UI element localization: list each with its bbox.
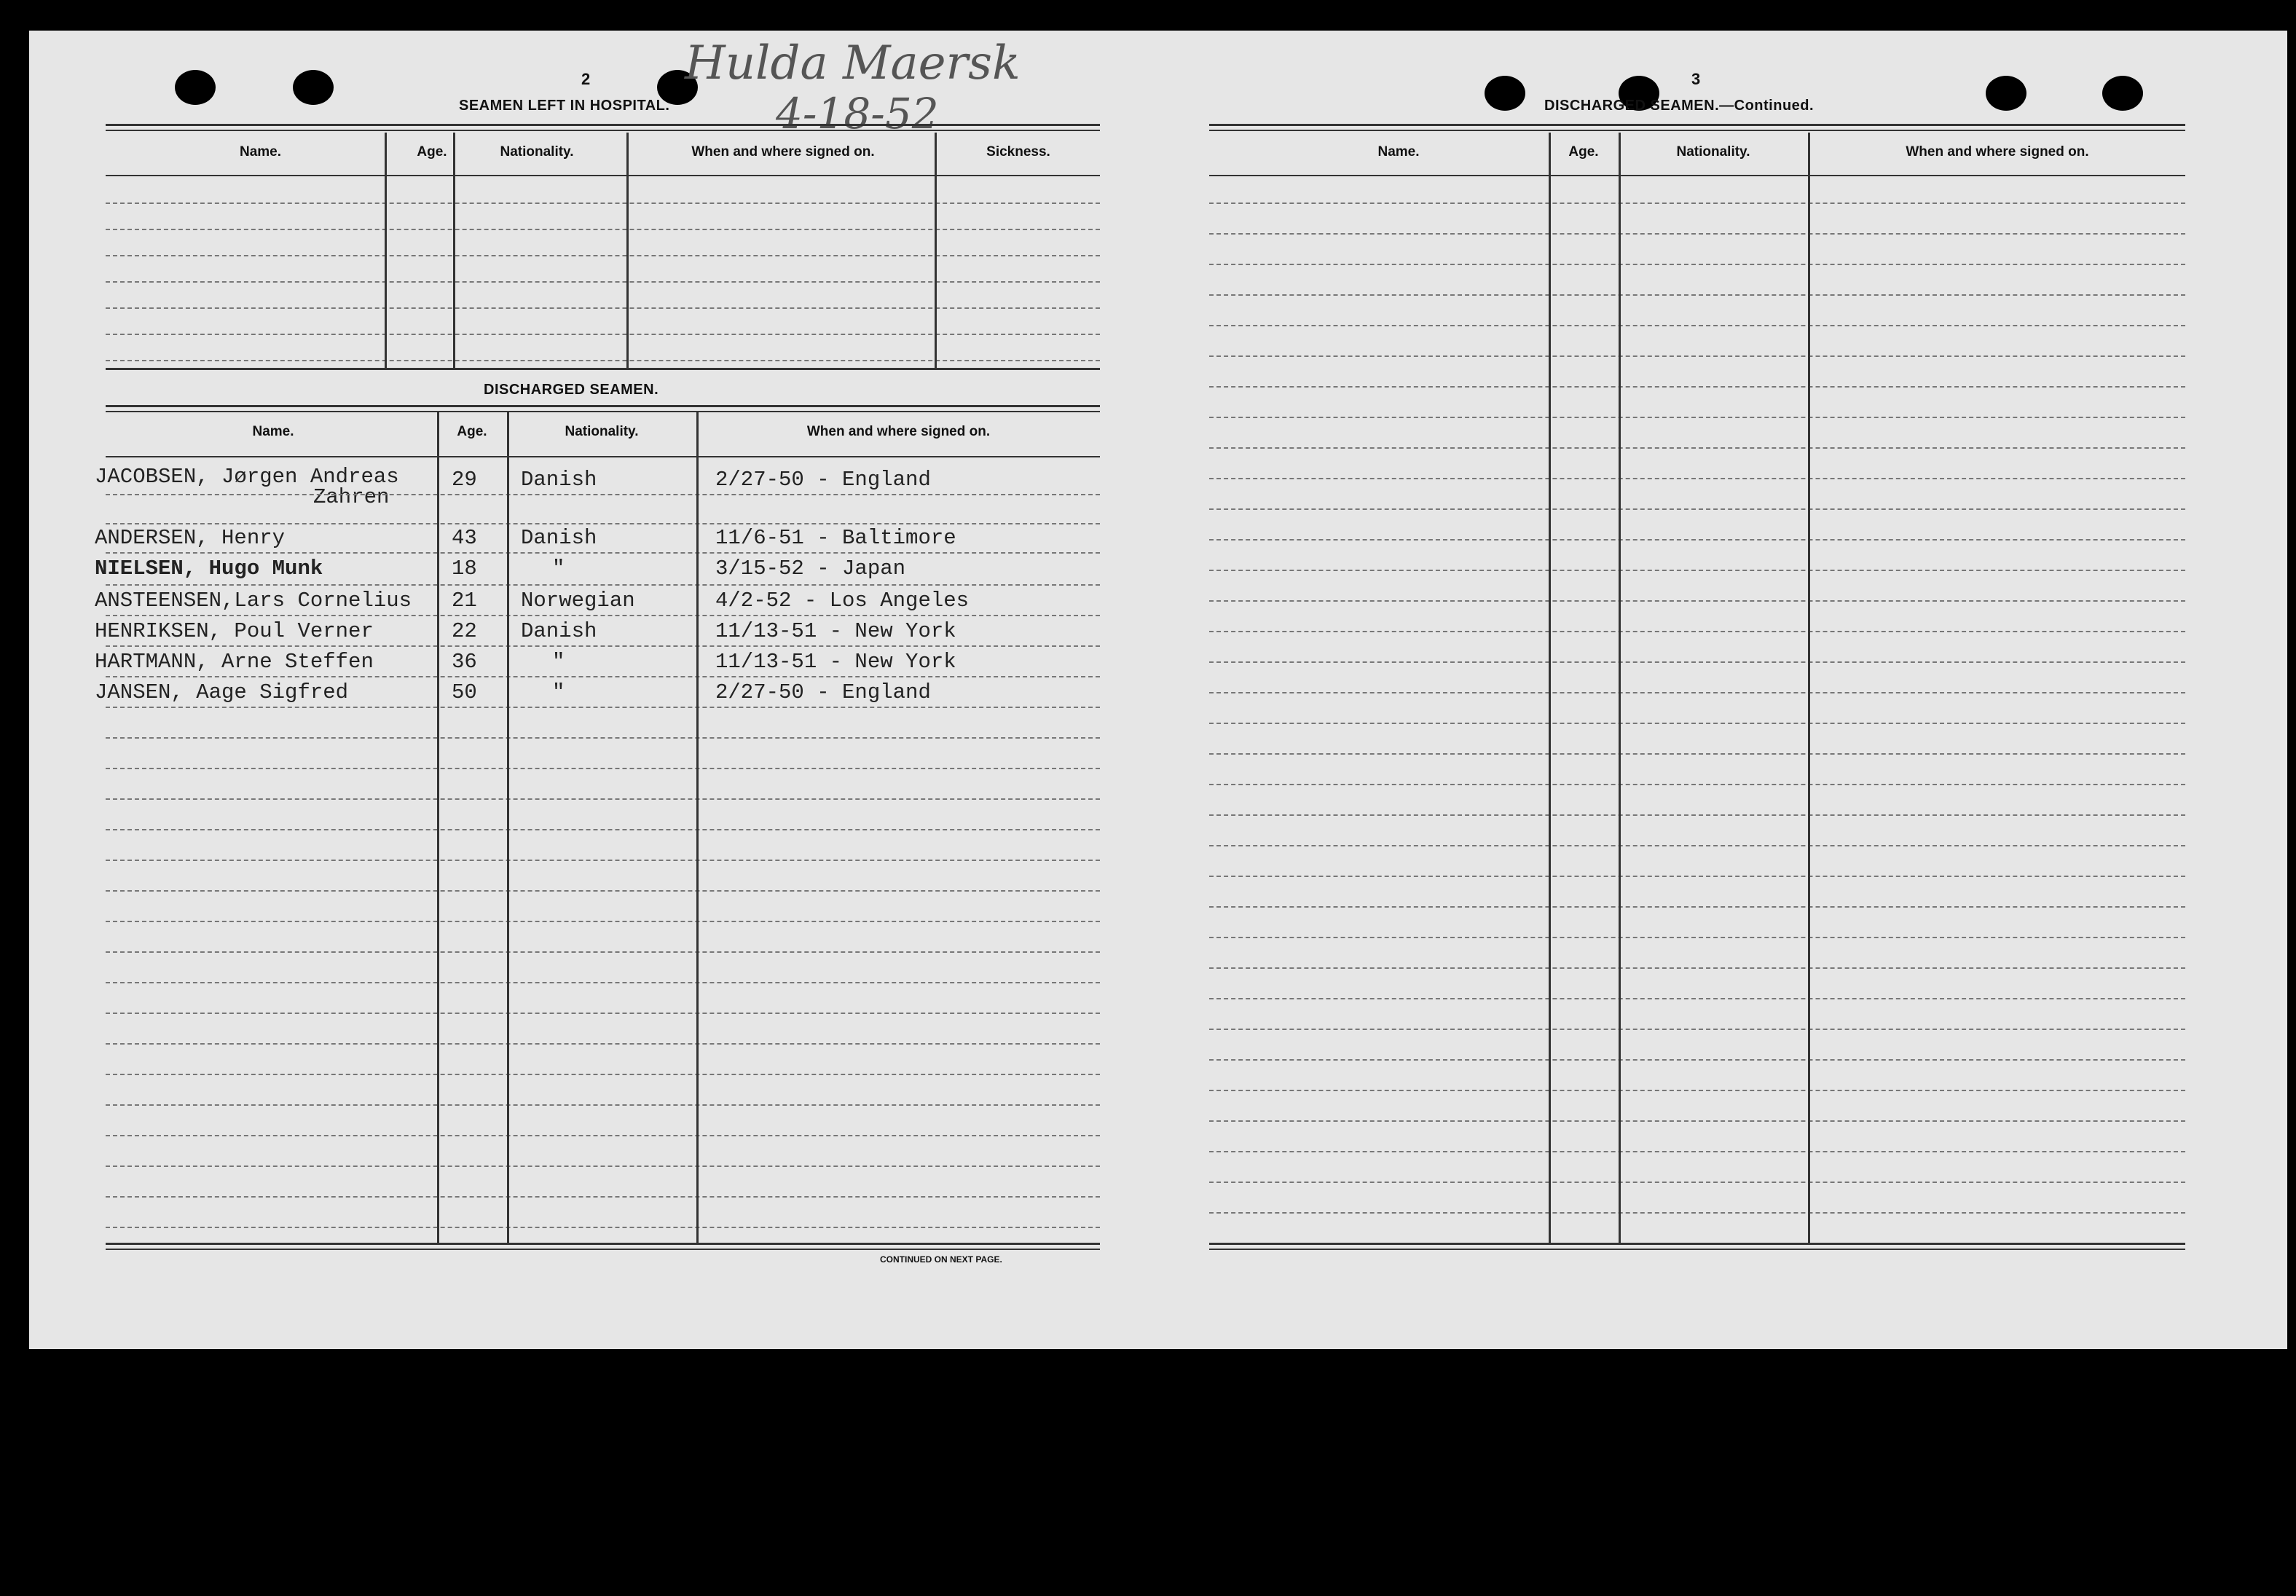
- ruled-line: [1209, 203, 2185, 204]
- ruled-line: [1209, 1212, 2185, 1214]
- signed-on: 3/15-52 - Japan: [715, 557, 906, 581]
- column-divider: [453, 133, 455, 368]
- ruled-line: [106, 494, 1100, 495]
- punch-hole: [175, 70, 216, 105]
- ruled-line: [1209, 600, 2185, 602]
- ruled-line: [106, 951, 1100, 953]
- ruled-line: [106, 1227, 1100, 1228]
- column-header-name: Name.: [239, 144, 282, 160]
- seaman-nationality: ": [552, 557, 565, 581]
- column-header-signed-on: When and where signed on.: [806, 424, 991, 439]
- rule: [1209, 175, 2185, 176]
- ruled-line: [106, 1043, 1100, 1045]
- ruled-line: [106, 1074, 1100, 1075]
- rule: [106, 411, 1100, 412]
- rule: [106, 124, 1100, 126]
- ruled-line: [1209, 1182, 2185, 1183]
- ruled-line: [106, 281, 1100, 283]
- ruled-line: [106, 737, 1100, 739]
- column-header-age: Age.: [417, 144, 447, 160]
- rule: [106, 1249, 1100, 1250]
- rule: [106, 175, 1100, 176]
- seaman-name: NIELSEN, Hugo Munk: [95, 557, 323, 581]
- signed-on: 2/27-50 - England: [715, 468, 931, 492]
- ruled-line: [106, 829, 1100, 830]
- column-header-age: Age.: [1568, 144, 1599, 160]
- column-header-name: Name.: [252, 424, 294, 439]
- seaman-name: JANSEN, Aage Sigfred: [95, 680, 349, 704]
- ruled-line: [106, 768, 1100, 769]
- ruled-line: [1209, 355, 2185, 357]
- ruled-line: [1209, 631, 2185, 632]
- ruled-line: [106, 1196, 1100, 1198]
- punch-hole: [293, 70, 334, 105]
- column-divider: [507, 412, 509, 1243]
- ruled-line: [106, 307, 1100, 309]
- ruled-line: [1209, 784, 2185, 785]
- column-header-nationality: Nationality.: [500, 144, 574, 160]
- ruled-line: [106, 615, 1100, 616]
- signed-on: 4/2-52 - Los Angeles: [715, 589, 970, 613]
- page-number: 3: [1691, 70, 1701, 88]
- column-divider: [1549, 133, 1551, 1243]
- handwritten-ship-name: Hulda Maersk: [685, 36, 1021, 90]
- seaman-name: ANDERSEN, Henry: [95, 526, 286, 550]
- column-divider: [626, 133, 629, 368]
- ruled-line: [106, 1013, 1100, 1014]
- ruled-line: [1209, 998, 2185, 999]
- ruled-line: [1209, 570, 2185, 571]
- page-number: 2: [581, 70, 591, 88]
- ruled-line: [1209, 661, 2185, 663]
- continued-footer: CONTINUED ON NEXT PAGE.: [880, 1254, 1002, 1265]
- ruled-line: [1209, 447, 2185, 449]
- seaman-name: HENRIKSEN, Poul Verner: [95, 619, 374, 643]
- ruled-line: [1209, 508, 2185, 510]
- column-header-sickness: Sickness.: [986, 144, 1050, 160]
- ruled-line: [1209, 753, 2185, 755]
- seaman-age: 29: [452, 468, 477, 492]
- handwritten-date: 4-18-52: [776, 89, 939, 138]
- ruled-line: [1209, 233, 2185, 235]
- ruled-line: [1209, 1090, 2185, 1091]
- rule: [1209, 130, 2185, 131]
- ruled-line: [106, 1135, 1100, 1136]
- seaman-name-continued: Zahren: [313, 485, 390, 509]
- signed-on: 11/13-51 - New York: [715, 619, 956, 643]
- signed-on: 2/27-50 - England: [715, 680, 931, 704]
- punch-hole: [2102, 76, 2143, 111]
- ruled-line: [1209, 1029, 2185, 1030]
- ruled-line: [1209, 937, 2185, 938]
- column-divider: [1808, 133, 1810, 1243]
- rule: [106, 130, 1100, 131]
- ruled-line: [1209, 1120, 2185, 1122]
- seaman-nationality: Danish: [521, 619, 597, 643]
- ruled-line: [1209, 723, 2185, 724]
- column-header-age: Age.: [457, 424, 487, 439]
- rule: [106, 1243, 1100, 1245]
- ruled-line: [106, 584, 1100, 586]
- ruled-line: [106, 229, 1100, 230]
- ruled-line: [1209, 539, 2185, 540]
- column-divider: [935, 133, 937, 368]
- seaman-age: 18: [452, 557, 477, 581]
- rule: [1209, 124, 2185, 126]
- ruled-line: [1209, 1059, 2185, 1061]
- column-header-name: Name.: [1377, 144, 1420, 160]
- column-divider: [437, 412, 439, 1243]
- rule: [106, 456, 1100, 457]
- seaman-age: 43: [452, 526, 477, 550]
- ruled-line: [106, 203, 1100, 204]
- rule: [106, 368, 1100, 370]
- ruled-line: [1209, 845, 2185, 846]
- ruled-line: [106, 707, 1100, 708]
- ruled-line: [106, 890, 1100, 892]
- ruled-line: [106, 645, 1100, 647]
- ruled-line: [106, 1104, 1100, 1106]
- ruled-line: [106, 798, 1100, 800]
- column-header-signed-on: When and where signed on.: [691, 144, 875, 160]
- ruled-line: [1209, 692, 2185, 693]
- hospital-section-title: SEAMEN LEFT IN HOSPITAL.: [459, 98, 670, 114]
- ruled-line: [1209, 1151, 2185, 1152]
- discharged-section-title: DISCHARGED SEAMEN.: [484, 382, 659, 398]
- rule: [1209, 1249, 2185, 1250]
- ruled-line: [106, 921, 1100, 922]
- ruled-line: [1209, 478, 2185, 479]
- discharged-continued-title: DISCHARGED SEAMEN.—Continued.: [1544, 98, 1815, 114]
- ruled-line: [1209, 386, 2185, 388]
- ruled-line: [106, 255, 1100, 256]
- column-divider: [1619, 133, 1621, 1243]
- ruled-line: [1209, 814, 2185, 816]
- ruled-line: [1209, 967, 2185, 969]
- signed-on: 11/6-51 - Baltimore: [715, 526, 956, 550]
- ruled-line: [106, 360, 1100, 361]
- seaman-nationality: Danish: [521, 468, 597, 492]
- seaman-nationality: Norwegian: [521, 589, 635, 613]
- seaman-age: 22: [452, 619, 477, 643]
- column-header-nationality: Nationality.: [565, 424, 639, 439]
- ruled-line: [1209, 417, 2185, 418]
- seaman-age: 50: [452, 680, 477, 704]
- column-divider: [385, 133, 387, 368]
- ruled-line: [1209, 294, 2185, 296]
- rule: [106, 405, 1100, 407]
- seaman-nationality: ": [552, 680, 565, 704]
- column-header-nationality: Nationality.: [1676, 144, 1750, 160]
- ruled-line: [106, 523, 1100, 524]
- seaman-age: 36: [452, 650, 477, 674]
- ruled-line: [106, 552, 1100, 554]
- ruled-line: [106, 1165, 1100, 1167]
- rule: [1209, 1243, 2185, 1245]
- seaman-nationality: Danish: [521, 526, 597, 550]
- punch-hole: [1986, 76, 2026, 111]
- seaman-name: HARTMANN, Arne Steffen: [95, 650, 374, 674]
- ruled-line: [1209, 264, 2185, 265]
- signed-on: 11/13-51 - New York: [715, 650, 956, 674]
- seaman-age: 21: [452, 589, 477, 613]
- ruled-line: [106, 982, 1100, 983]
- seaman-name: ANSTEENSEN,Lars Cornelius: [95, 589, 412, 613]
- seaman-nationality: ": [552, 650, 565, 674]
- seaman-name: JACOBSEN, Jørgen Andreas: [95, 465, 399, 489]
- document-sheet: [29, 31, 2287, 1349]
- column-divider: [696, 412, 699, 1243]
- ruled-line: [1209, 876, 2185, 877]
- ruled-line: [1209, 906, 2185, 908]
- column-header-signed-on: When and where signed on.: [1906, 144, 2089, 160]
- ruled-line: [1209, 325, 2185, 326]
- ruled-line: [106, 334, 1100, 335]
- ruled-line: [106, 676, 1100, 677]
- ruled-line: [106, 860, 1100, 861]
- punch-hole: [1485, 76, 1525, 111]
